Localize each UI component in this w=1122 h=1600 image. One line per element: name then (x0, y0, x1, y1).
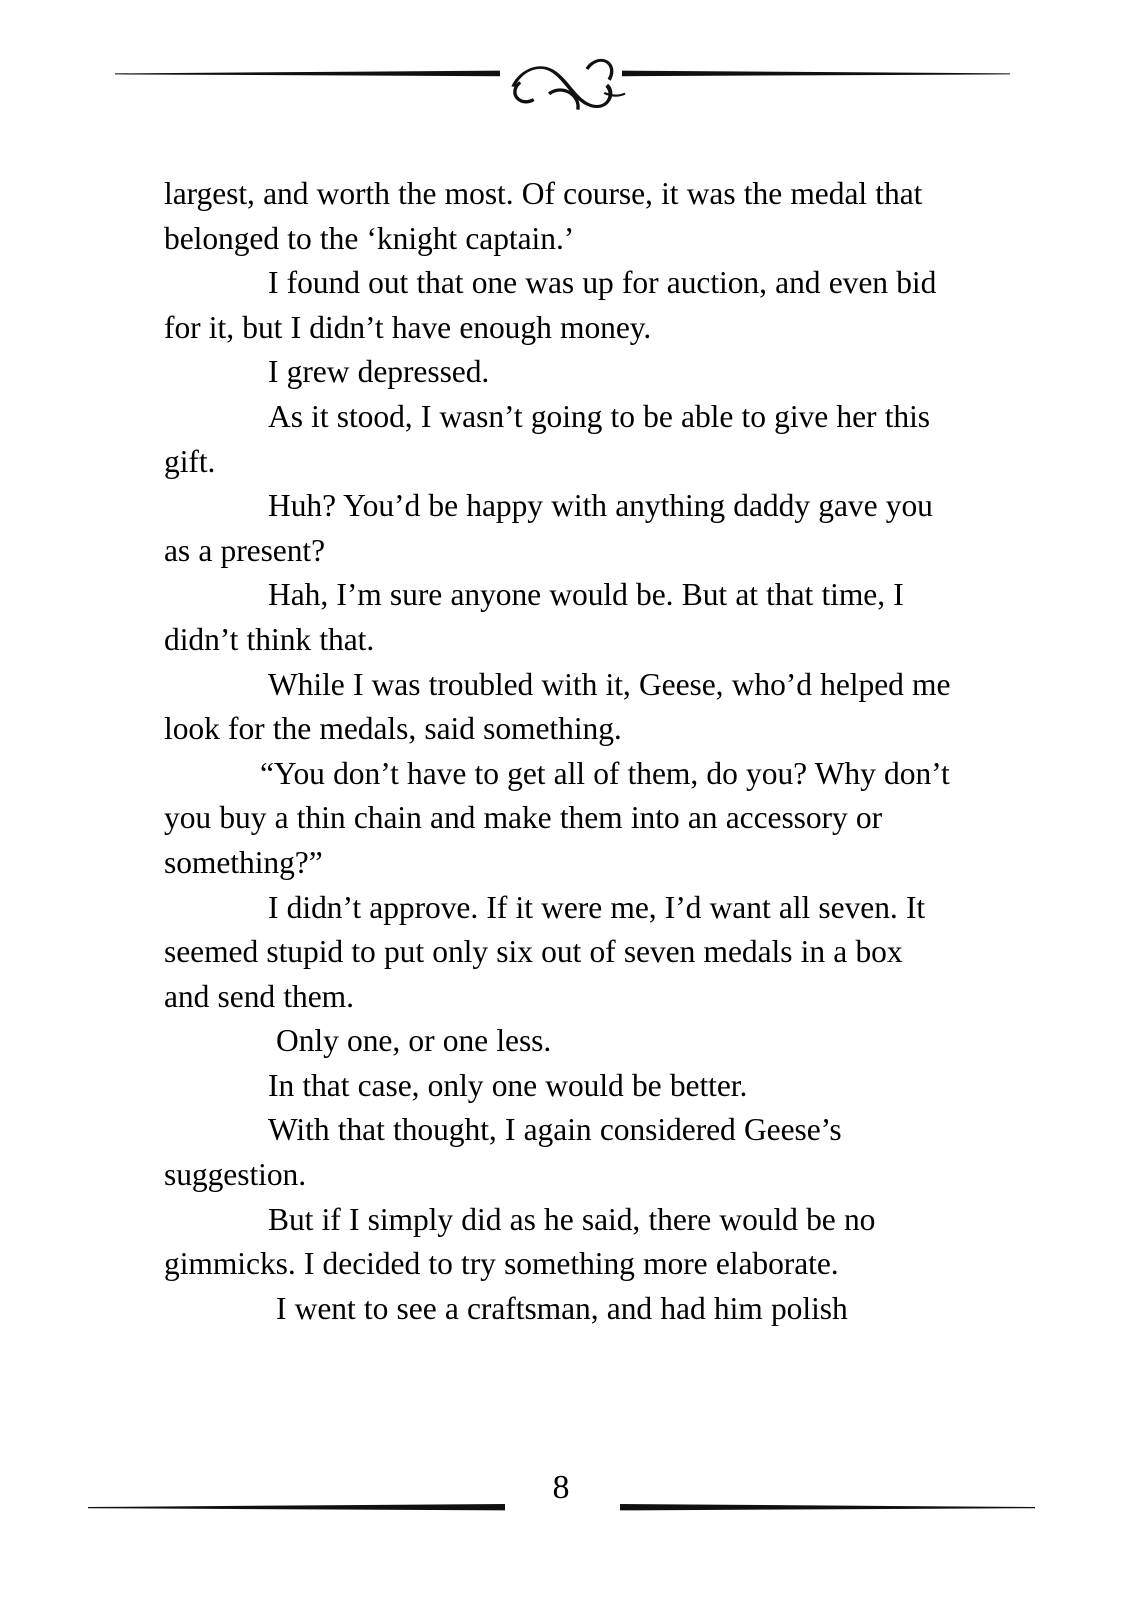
paragraph: While I was troubled with it, Geese, who’d helped me look for the medals, said something. (164, 666, 951, 747)
body-text (164, 172, 954, 1331)
paragraph: In that case, only one would be better. (268, 1067, 748, 1103)
header-rule-right (622, 71, 1010, 77)
paragraph: Hah, I’m sure anyone would be. But at that time, I didn’t think that. (164, 577, 904, 657)
paragraph: With that thought, I again considered Geese’s suggestion. (164, 1112, 842, 1193)
paragraph-last: I went to see a craftsman, and had him polish (276, 1290, 848, 1326)
paragraph-dialogue: “You don’t have to get all of them, do you? Why don’t you buy a thin chain and make them into an accessory or something?” (164, 755, 950, 880)
paragraph: Only one, or one less. (276, 1023, 552, 1059)
paragraph: I grew depressed. (268, 354, 490, 390)
page-number: 8 (552, 1469, 570, 1506)
paragraph: I found out that one was up for auction, and even bid for it, but I didn’t have enough money. (164, 265, 937, 345)
paragraph: As it stood, I wasn’t going to be able to give her this gift. (164, 398, 931, 479)
header-rule-left (115, 71, 500, 77)
paragraph-continuation: largest, and worth the most. Of course, it was the medal that belonged to the ‘knight captain.’ (164, 176, 923, 256)
header-ornament (0, 38, 1122, 110)
paragraph: But if I simply did as he said, there would be no gimmicks. I decided to try something more elaborate. (164, 1201, 876, 1282)
swash-flourish (511, 59, 625, 110)
paragraph: I didn’t approve. If it were me, I’d want all seven. It seemed stupid to put only six out of seven medals in a box and send them. (164, 889, 926, 1014)
paragraph: Huh? You’d be happy with anything daddy gave you as a present? (164, 488, 933, 568)
